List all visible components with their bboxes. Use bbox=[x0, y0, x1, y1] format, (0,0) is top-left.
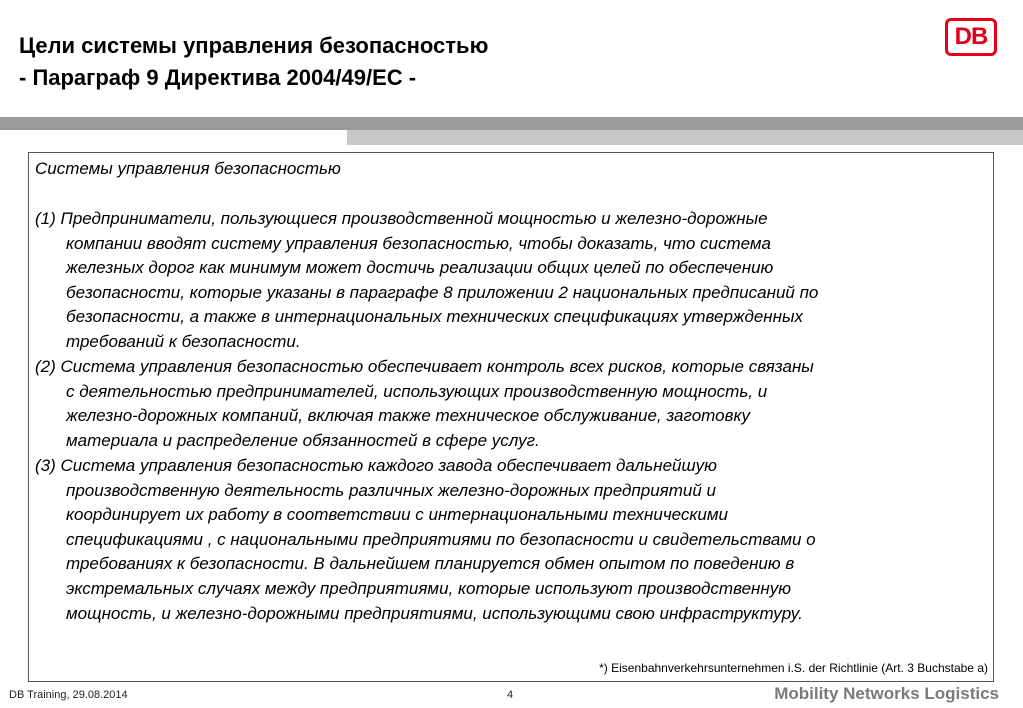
paragraph-line: требований к безопасности. bbox=[66, 331, 301, 351]
paragraph-line: (1) Предприниматели, пользующиеся производственной мощностью и железно-дорожные bbox=[35, 209, 768, 228]
paragraph-line: экстремальных случаях между предприятиями, которые используют производственную bbox=[66, 578, 792, 598]
slide-title-line-1: Цели системы управления безопасностью bbox=[19, 33, 489, 58]
paragraph-line: (3) Система управления безопасностью каждого завода обеспечивает дальнейшую bbox=[35, 456, 717, 475]
paragraph-line: производственную деятельность различных железно-дорожных предприятий и bbox=[66, 480, 716, 500]
footnote: *) Eisenbahnverkehrsunternehmen i.S. der Richtlinie (Art. 3 Buchstabe a) bbox=[599, 661, 988, 675]
paragraph-line: компании вводят систему управления безопасностью, чтобы доказать, что система bbox=[66, 233, 771, 253]
paragraph-line: с деятельностью предпринимателей, использующих производственную мощность, и bbox=[66, 381, 768, 401]
paragraph-1 bbox=[35, 207, 818, 355]
db-logo bbox=[945, 18, 997, 56]
paragraph-line: координирует их работу в соответствии с интернациональными техническими bbox=[66, 505, 728, 525]
slide-title-line-2: - Параграф 9 Директива 2004/49/EC - bbox=[19, 65, 417, 90]
paragraph-line: спецификациями , с национальными предприятиями по безопасности и свидетельствами о bbox=[66, 529, 816, 549]
content-heading: Системы управления безопасностью bbox=[35, 159, 341, 178]
paragraph-3 bbox=[35, 454, 816, 626]
header-divider-dark bbox=[0, 117, 1023, 130]
paragraph-line: материала и распределение обязанностей в сфере услуг. bbox=[66, 430, 540, 450]
slide-title bbox=[19, 30, 488, 94]
content-box bbox=[28, 152, 994, 682]
footer-date: DB Training, 29.08.2014 bbox=[9, 689, 128, 701]
header-divider-light bbox=[347, 130, 1023, 145]
db-logo-text: DB bbox=[954, 23, 988, 50]
paragraph-line: мощность, и железно-дорожными предприятиями, использующими свою инфраструктуру. bbox=[66, 603, 803, 623]
paragraph-line: железно-дорожных компаний, включая также техническое обслуживание, заготовку bbox=[66, 406, 750, 426]
paragraph-2 bbox=[35, 355, 814, 453]
brand-tagline: Mobility Networks Logistics bbox=[774, 684, 999, 703]
paragraph-line: железных дорог как минимум может достичь реализации общих целей по обеспечению bbox=[66, 258, 774, 278]
page-number: 4 bbox=[507, 689, 514, 701]
paragraph-line: требованиях к безопасности. В дальнейшем планируется обмен опытом по поведению в bbox=[66, 554, 795, 574]
paragraph-line: безопасности, которые указаны в параграфе 8 приложении 2 национальных предписаний по bbox=[66, 282, 819, 302]
paragraph-line: (2) Система управления безопасностью обеспечивает контроль всех рисков, которые связаны bbox=[35, 357, 814, 376]
paragraph-line: безопасности, а также в интернациональных технических спецификациях утвержденных bbox=[66, 307, 804, 327]
